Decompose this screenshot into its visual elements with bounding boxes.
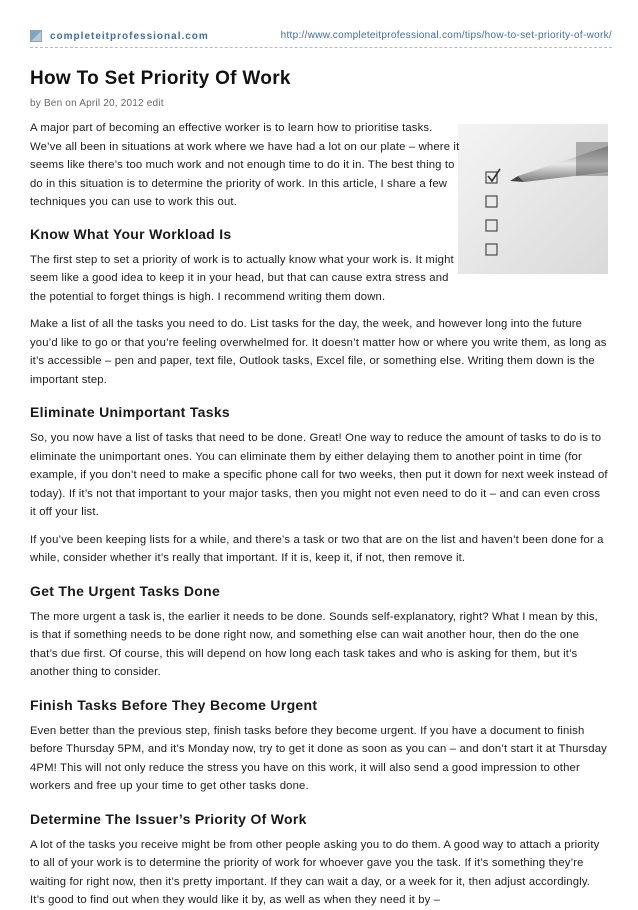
article [30,68,608,910]
page-url[interactable]: http://www.completeitprofessional.com/tips/how-to-set-priority-of-work/ [280,30,612,41]
section-paragraph: So, you now have a list of tasks that need to be done. Great! One way to reduce the amount of tasks to do is to eliminate the unimportant ones. You can eliminate them by either delaying them to another point in time (for example, if you don’t need to make a specific phone call for two weeks, then put it down for next week instead of today). If it’s not that important to your major tasks, then you might not even need to do it – and can even cross it off your list. [30,432,608,518]
section-paragraph: The first step to set a priority of work is to actually know what your work is. It might seem like a good idea to keep it in your head, but that can cause extra stress and the potential to forget things is high. I recommend writing them down. [30,253,454,303]
header-divider [30,47,612,48]
intro-paragraph: A major part of becoming an effective worker is to learn how to prioritise tasks. We’ve all been in situations at work where we have had a lot on our plate – where it seems like there’s too much work and not enough time to do it in. The best thing to do in this situation is to determine the priority of work. In this article, I share a few techniques you can use to work this out. [30,122,460,208]
section-heading: Know What Your Workload Is [30,225,232,242]
section-paragraph: The more urgent a task is, the earlier it needs to be done. Sounds self-explanatory, right? What I mean by this, is that if something needs to be done right now, and something else can wait another hour, then do the one that’s due first. Of course, this will depend on how long each task takes and who is asking for them, but it’s another thing to consider. [30,610,598,678]
article-byline: by Ben on April 20, 2012 edit [30,98,164,109]
section-heading: Eliminate Unimportant Tasks [30,404,230,420]
section-paragraph: A lot of the tasks you receive might be from other people asking you to do them. A good way to attach a priority to all of your work is to determine the priority of work for whoever gave you the task. If it’s something they’re waiting for right now, then it’s pretty important. If they can wait a day, or a week for it, then adjust accordingly. It’s good to find out when they would like it by, as well as when they need it by – [30,838,600,906]
article-title: How To Set Priority Of Work [30,68,291,89]
site-name[interactable]: completeitprofessional.com [50,30,209,42]
section-paragraph: Make a list of all the tasks you need to do. List tasks for the day, the week, and however long into the future you’d like to go or that you’re feeling overwhelmed for. It doesn’t matter how or where you write them, as long as it’s accessible – pen and paper, text file, Outlook tasks, Excel file, or something else. Writing them down is the important step. [30,318,607,386]
section-paragraph: Even better than the previous step, finish tasks before they become urgent. If you have a document to finish before Thursday 5PM, and it’s Monday now, try to get it done as soon as you can – and don’t start it at Thursday 4PM! This will not only reduce the stress you have on this work, it will also send a good impression to other workers and free up your time to get other tasks done. [30,724,607,792]
page-header [30,28,612,46]
section-heading: Finish Tasks Before They Become Urgent [30,696,318,713]
section-heading: Get The Urgent Tasks Done [30,582,221,599]
section-paragraph: If you’ve been keeping lists for a while, and there’s a task or two that are on the list and haven’t been done for a while, consider whether it’s really that important. If it is, keep it, if not, then remove it. [30,533,604,564]
section-heading: Determine The Issuer’s Priority Of Work [30,810,307,827]
site-link[interactable] [30,30,209,42]
site-favicon-icon [30,30,42,42]
